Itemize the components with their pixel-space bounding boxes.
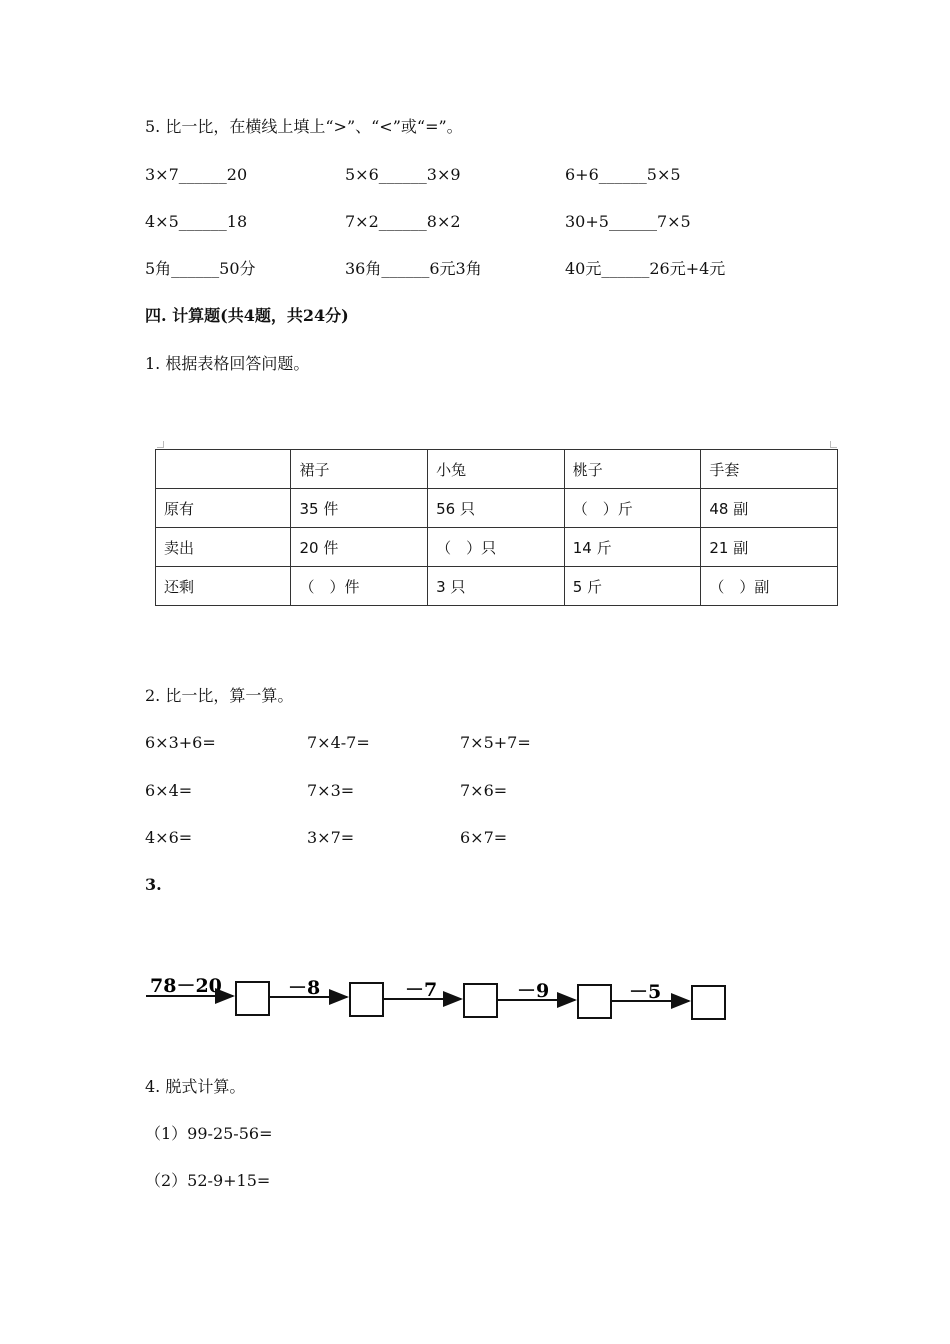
- q3-title: 3.: [145, 875, 162, 894]
- q5-item: 3×7______20: [145, 165, 248, 184]
- q2-item: 6×7=: [460, 828, 508, 847]
- chain-step-label: －9: [517, 980, 550, 1002]
- q5-item: 36角______6元3角: [345, 259, 482, 278]
- goods-table: [155, 449, 838, 606]
- table-cell: （ ）斤: [564, 489, 701, 528]
- table-row: [156, 567, 838, 606]
- q5-item: 7×2______8×2: [345, 212, 461, 231]
- q2-item: 7×5+7=: [460, 733, 531, 752]
- q2-item: 7×6=: [460, 781, 508, 800]
- q2-item: 7×4-7=: [307, 733, 370, 752]
- q5-item: 40元______26元+4元: [565, 259, 726, 278]
- table-cell: 48 副: [701, 489, 838, 528]
- table-cell: 56 只: [428, 489, 565, 528]
- q5-item: 30+5______7×5: [565, 212, 691, 231]
- table-row: [156, 489, 838, 528]
- table-cell: 14 斤: [564, 528, 701, 567]
- table-cell: 5 斤: [564, 567, 701, 606]
- table-cell: [156, 450, 291, 489]
- answer-box[interactable]: [236, 982, 269, 1015]
- answer-box[interactable]: [578, 985, 611, 1018]
- table-cell: 21 副: [701, 528, 838, 567]
- table-cell: 手套: [701, 450, 838, 489]
- table-cell: 还剩: [156, 567, 291, 606]
- table-header-row: [156, 450, 838, 489]
- q5-item: 6+6______5×5: [565, 165, 681, 184]
- q2-title: 2. 比一比，算一算。: [145, 686, 294, 705]
- q5-item: 5×6______3×9: [345, 165, 461, 184]
- chain-start-label: 78－20: [150, 975, 222, 997]
- q2-item: 6×4=: [145, 781, 193, 800]
- arrow-chain: [140, 970, 740, 1030]
- q2-item: 3×7=: [307, 828, 355, 847]
- table-cell: 3 只: [428, 567, 565, 606]
- table-cell: （ ）副: [701, 567, 838, 606]
- table-corner-mark: [157, 441, 164, 448]
- q2-item: 4×6=: [145, 828, 193, 847]
- table-cell: 35 件: [291, 489, 428, 528]
- answer-box[interactable]: [350, 983, 383, 1016]
- q5-title: 5. 比一比，在横线上填上“>”、“<”或“=”。: [145, 117, 463, 136]
- q4-item: （1）99-25-56=: [145, 1124, 273, 1143]
- q1-title: 1. 根据表格回答问题。: [145, 354, 310, 373]
- answer-box[interactable]: [464, 984, 497, 1017]
- goods-table-wrap: [155, 449, 838, 604]
- table-row: [156, 528, 838, 567]
- table-cell: 卖出: [156, 528, 291, 567]
- q4-title: 4. 脱式计算。: [145, 1077, 246, 1096]
- table-cell: 小兔: [428, 450, 565, 489]
- chain-step-label: －5: [629, 981, 662, 1003]
- table-cell: 桃子: [564, 450, 701, 489]
- table-cell: 20 件: [291, 528, 428, 567]
- q2-item: 7×3=: [307, 781, 355, 800]
- q5-item: 4×5______18: [145, 212, 248, 231]
- section-heading: 四. 计算题(共4题，共24分): [145, 306, 349, 325]
- table-cell: 原有: [156, 489, 291, 528]
- q2-item: 6×3+6=: [145, 733, 216, 752]
- chain-step-label: －8: [288, 977, 321, 999]
- q4-item: （2）52-9+15=: [145, 1171, 271, 1190]
- chain-step-label: －7: [405, 979, 438, 1001]
- answer-box[interactable]: [692, 986, 725, 1019]
- q5-item: 5角______50分: [145, 259, 256, 278]
- table-cell: （ ）只: [428, 528, 565, 567]
- table-cell: （ ）件: [291, 567, 428, 606]
- table-cell: 裙子: [291, 450, 428, 489]
- table-corner-mark: [830, 441, 837, 448]
